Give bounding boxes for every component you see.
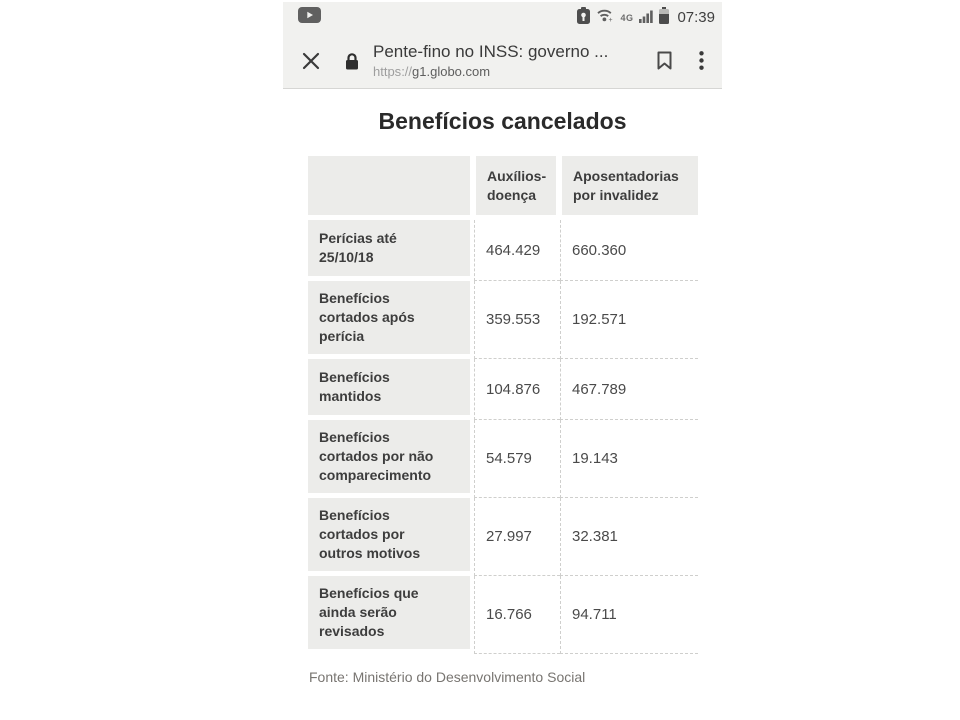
source-note: Fonte: Ministério do Desenvolvimento Social	[309, 669, 586, 685]
row-value-aposentadorias: 192.571	[560, 281, 698, 359]
table-row	[308, 220, 698, 281]
battery-saver-icon	[577, 7, 590, 29]
url-separator: ://	[401, 64, 413, 79]
row-label	[308, 281, 470, 354]
row-label-text: Benefícios que ainda serão revisados	[319, 585, 419, 639]
row-value-aposentadorias: 19.143	[560, 420, 698, 498]
clock-time: 07:39	[677, 9, 715, 26]
page-title-truncated: Pente-fino no INSS: governo ...	[373, 42, 609, 61]
row-label	[308, 576, 470, 649]
youtube-icon	[298, 7, 321, 28]
url-domain: g1.globo.com	[412, 64, 491, 79]
header-cell-auxilios: Auxílios-doença	[476, 156, 556, 215]
network-type-label: 4G	[620, 12, 634, 23]
row-label-text: Benefícios cortados por outros motivos	[319, 507, 421, 561]
location-display[interactable]	[373, 42, 656, 79]
signal-bars-icon	[639, 8, 653, 28]
wifi-icon	[596, 8, 614, 27]
row-label	[308, 220, 470, 276]
row-label	[308, 420, 470, 493]
row-value-auxilios: 16.766	[474, 576, 560, 654]
close-icon[interactable]	[301, 51, 321, 71]
row-label	[308, 498, 470, 571]
row-value-auxilios: 54.579	[474, 420, 560, 498]
status-bar	[283, 2, 722, 33]
row-value-auxilios: 464.429	[474, 220, 560, 281]
phone-screenshot	[283, 2, 722, 700]
table-row	[308, 359, 698, 420]
row-value-aposentadorias: 467.789	[560, 359, 698, 420]
row-label-text: Benefícios cortados após perícia	[319, 290, 415, 344]
table-row	[308, 576, 698, 654]
url-scheme: https	[373, 64, 402, 79]
bookmark-icon[interactable]	[656, 50, 673, 71]
row-value-aposentadorias: 660.360	[560, 220, 698, 281]
table-body	[308, 220, 698, 654]
row-label-text: Benefícios cortados por não comparecimento	[319, 429, 434, 483]
kebab-menu-icon[interactable]	[699, 51, 704, 70]
article-title: Benefícios cancelados	[378, 108, 627, 134]
row-value-auxilios: 27.997	[474, 498, 560, 576]
row-label-text: Perícias até 25/10/18	[319, 230, 397, 265]
page-content	[283, 89, 722, 685]
header-cell-aposentadorias: Aposentadorias por invalidez	[562, 156, 698, 215]
benefits-table	[308, 156, 698, 654]
row-value-aposentadorias: 94.711	[560, 576, 698, 654]
svg-text:+: +	[608, 17, 614, 22]
row-value-auxilios: 359.553	[474, 281, 560, 359]
battery-icon	[659, 7, 669, 29]
row-label	[308, 359, 470, 415]
row-value-auxilios: 104.876	[474, 359, 560, 420]
row-value-aposentadorias: 32.381	[560, 498, 698, 576]
page-url	[373, 64, 656, 79]
table-row	[308, 420, 698, 498]
table-row	[308, 498, 698, 576]
table-header-row	[308, 156, 698, 215]
table-row	[308, 281, 698, 359]
browser-toolbar	[283, 33, 722, 89]
lock-icon	[345, 52, 359, 70]
row-label-text: Benefícios mantidos	[319, 369, 390, 404]
header-cell-blank	[308, 156, 470, 215]
